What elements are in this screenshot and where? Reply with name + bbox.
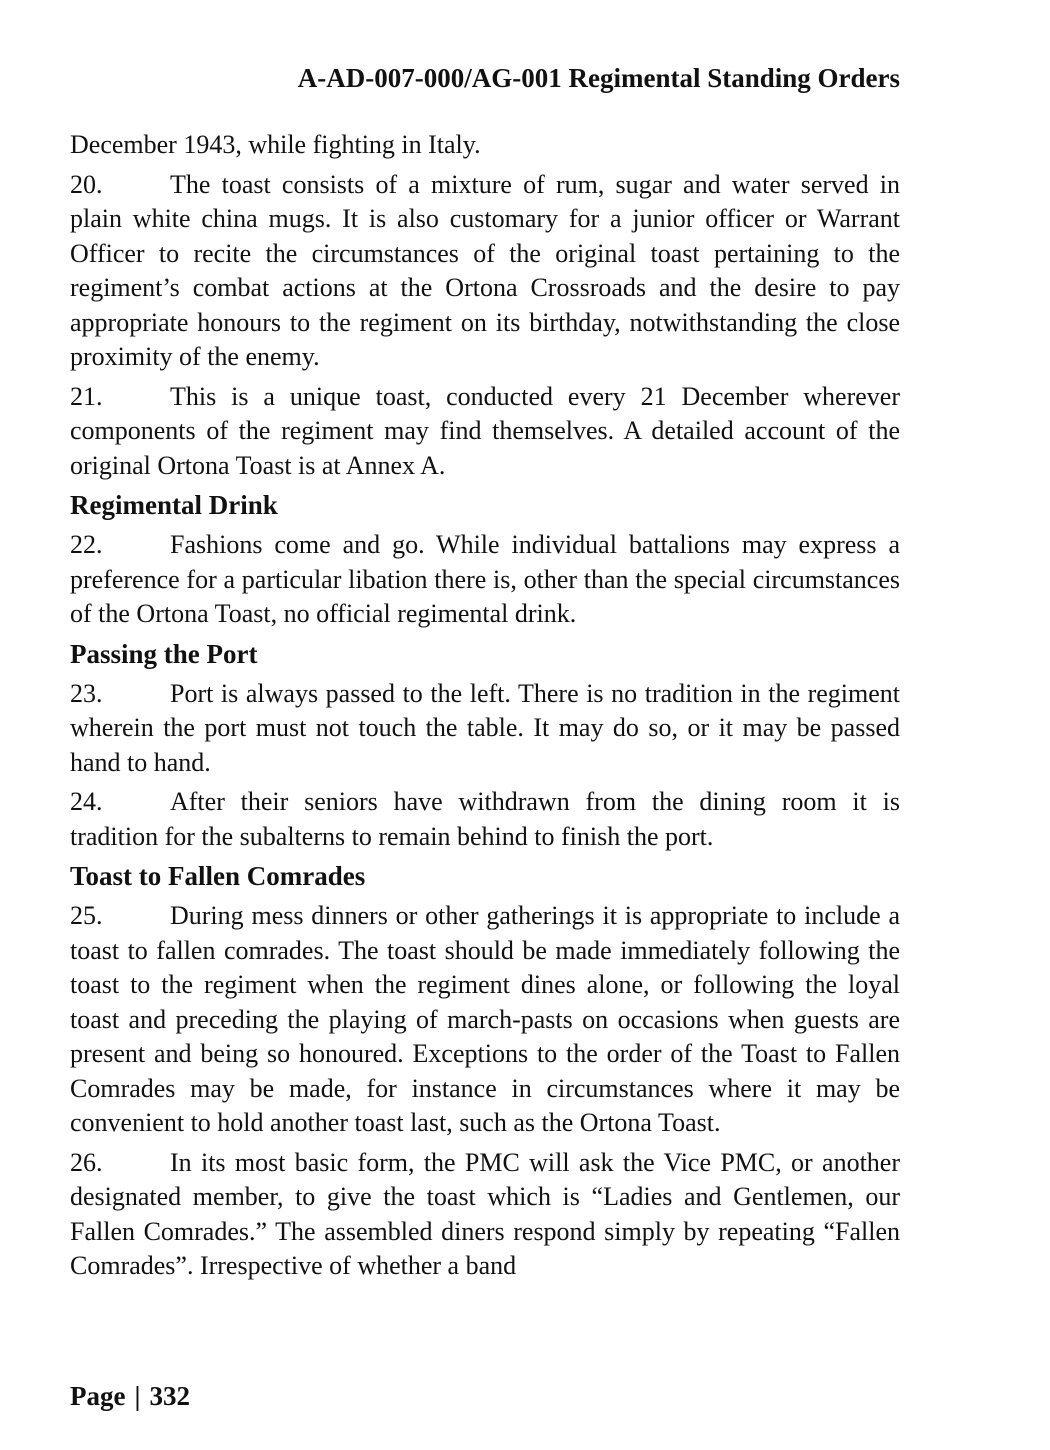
paragraph-text: Port is always passed to the left. There is no tradition in the regiment wherein the port must not touch the table. It may do so, or it may be passed hand to hand. <box>70 678 900 777</box>
paragraph-text: The toast consists of a mixture of rum, sugar and water served in plain white china mugs. It is also customary for a junior officer or Warrant Officer to recite the circumstances of the original toast pertaining to the regiment’s combat actions at the Ortona Crossroads and the desire to pay appropriate honours to the regiment on its birthday, notwithstanding the close proximity of the enemy. <box>70 169 900 371</box>
continuation-line: December 1943, while fighting in Italy. <box>70 130 481 159</box>
paragraph-25 <box>70 899 900 1141</box>
running-header: A-AD-007-000/AG-001 Regimental Standing Orders <box>297 63 900 93</box>
paragraph-text: This is a unique toast, conducted every 21 December wherever components of the regiment may find themselves. A detailed account of the original Ortona Toast is at Annex A. <box>70 381 900 480</box>
paragraph-23 <box>70 677 900 781</box>
paragraph-number: 25. <box>70 901 103 930</box>
footer-separator: | <box>134 1381 141 1411</box>
paragraph-text: During mess dinners or other gatherings it is appropriate to include a toast to fallen comrades. The toast should be made immediately following the toast to the regiment when the regiment dines alone, or following the loyal toast and preceding the playing of march-pasts on occasions when guests are present and being so honoured. Exceptions to the order of the Toast to Fallen Comrades may be made, for instance in circumstances where it may be convenient to hold another toast last, such as the Ortona Toast. <box>70 901 900 1137</box>
paragraph-number: 23. <box>70 678 103 708</box>
paragraph-number: 21. <box>70 381 103 411</box>
page-number: 332 <box>149 1381 190 1411</box>
paragraph-number: 26. <box>70 1147 103 1177</box>
paragraph-20 <box>70 168 900 375</box>
paragraph-text: After their seniors have withdrawn from the dining room it is tradition for the subalterns to remain behind to finish the port. <box>70 787 900 851</box>
page-label: Page <box>70 1381 126 1411</box>
paragraph-text: Fashions come and go. While individual battalions may express a preference for a particular libation there is, other than the special circumstances of the Ortona Toast, no official regimental drink. <box>70 530 900 628</box>
heading-regimental-drink: Regimental Drink <box>70 490 278 520</box>
paragraph-number: 22. <box>70 530 103 559</box>
paragraph-number: 20. <box>70 169 103 199</box>
page-footer <box>70 1376 190 1416</box>
paragraph-text: In its most basic form, the PMC will ask the Vice PMC, or another designated member, to give the toast which is “Ladies and Gentlemen, our Fallen Comrades.” The assembled diners respond simply by repeating “Fallen Comrades”. Irrespective of whether a band <box>70 1147 900 1280</box>
body-text <box>70 128 900 1289</box>
heading-toast-fallen-comrades: Toast to Fallen Comrades <box>70 861 366 891</box>
paragraph-22 <box>70 528 900 632</box>
paragraph-24 <box>70 785 900 854</box>
document-page <box>70 0 900 1450</box>
paragraph-26 <box>70 1146 900 1284</box>
paragraph-number: 24. <box>70 787 103 816</box>
heading-passing-the-port: Passing the Port <box>70 638 258 669</box>
paragraph-21 <box>70 380 900 484</box>
